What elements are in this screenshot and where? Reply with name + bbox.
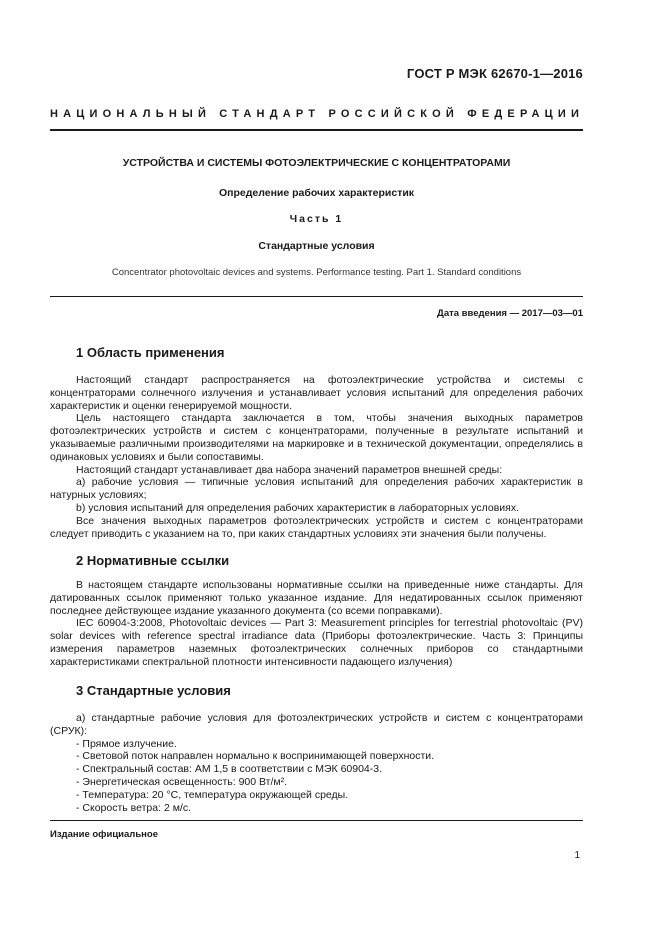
section-1-paragraph: Все значения выходных параметров фотоэлектрических устройств и систем с концентраторами следует приводить с указанием на то, при каких стандартных условиях эти значения были получены.: [50, 514, 583, 540]
document-number: ГОСТ Р МЭК 62670-1—2016: [406, 66, 583, 81]
section-3-list-item: - Скорость ветра: 2 м/с.: [76, 801, 192, 814]
section-3-list-item: - Спектральный состав: АМ 1,5 в соответствии с МЭК 60904-3.: [76, 763, 383, 776]
standard-main-title: УСТРОЙСТВА И СИСТЕМЫ ФОТОЭЛЕКТРИЧЕСКИЕ С КОНЦЕНТРАТОРАМИ: [122, 157, 511, 169]
footer-divider: [50, 820, 583, 821]
section-2-title: 2 Нормативные ссылки: [76, 553, 230, 568]
section-1-list-item: a) рабочие условия — типичные условия испытаний для определения рабочих характеристик в натурных условиях;: [50, 476, 583, 502]
section-1-title: 1 Область применения: [76, 345, 225, 360]
official-edition-label: Издание официальное: [50, 829, 158, 840]
header-divider: [50, 129, 583, 131]
introduction-date: Дата введения — 2017—03—01: [437, 308, 583, 319]
section-3-list-item: - Энергетическая освещенность: 900 Вт/м².: [76, 775, 288, 788]
section-1-paragraph: Настоящий стандарт устанавливает два набора значений параметров внешней среды:: [76, 463, 503, 476]
section-1-paragraph: Настоящий стандарт распространяется на фотоэлектрические устройства и системы с концентраторами солнечного излучения и устанавливает условия испытаний для определения рабочих характеристик и оценки генерируемой мощности.: [50, 374, 583, 412]
section-3-paragraph: а) стандартные рабочие условия для фотоэлектрических устройств и систем с концентраторами (СРУК):: [50, 712, 583, 737]
section-3-list-item: - Температура: 20 °С, температура окружающей среды.: [76, 788, 349, 801]
section-3-list-item: - Прямое излучение.: [76, 737, 177, 750]
section-3-list-item: - Световой поток направлен нормально к воспринимающей поверхности.: [76, 750, 435, 763]
standard-subtitle: Определение рабочих характеристик: [218, 187, 415, 199]
section-3-body: [50, 712, 583, 814]
part-name: Стандартные условия: [258, 240, 375, 252]
english-title: Concentrator photovoltaic devices and systems. Performance testing. Part 1. Standard conditions: [111, 267, 522, 278]
section-2-paragraph: В настоящем стандарте использованы нормативные ссылки на приведенные ниже стандарты. Для датированных ссылок применяют только указанное издание. Для недатированных ссылок применяют последнее действующее издание указанного документа (со всеми поправками).: [50, 579, 583, 617]
page-number: 1: [574, 850, 580, 861]
title-divider: [50, 296, 583, 297]
section-1-paragraph: Цель настоящего стандарта заключается в том, чтобы значения выходных параметров фотоэлектрических устройств и систем с концентраторами, полученные в результате испытаний и указываемые различными производителями на маркировке и в технической документации, определялись в одинаковых условиях и были сопоставимы.: [50, 412, 583, 463]
part-number: Часть 1: [289, 213, 344, 225]
section-2-body: [50, 579, 583, 669]
section-1-body: [50, 374, 583, 540]
national-standard-title: НАЦИОНАЛЬНЫЙ СТАНДАРТ РОССИЙСКОЙ ФЕДЕРАЦИИ: [50, 108, 585, 120]
section-1-list-item: b) условия испытаний для определения рабочих характеристик в лабораторных условиях.: [76, 501, 520, 514]
section-2-paragraph: IEC 60904-3:2008, Photovoltaic devices — Part 3: Measurement principles for terrestrial photovoltaic (PV) solar devices with reference spectral irradiance data (Приборы фотоэлектрические. Часть 3: Принципы измерения параметров наземных фотоэлектрических солнечных приборов со стандартными характеристиками спектральной плотности интенсивности падающего излучения): [50, 617, 583, 668]
section-3-title: 3 Стандартные условия: [76, 683, 231, 698]
